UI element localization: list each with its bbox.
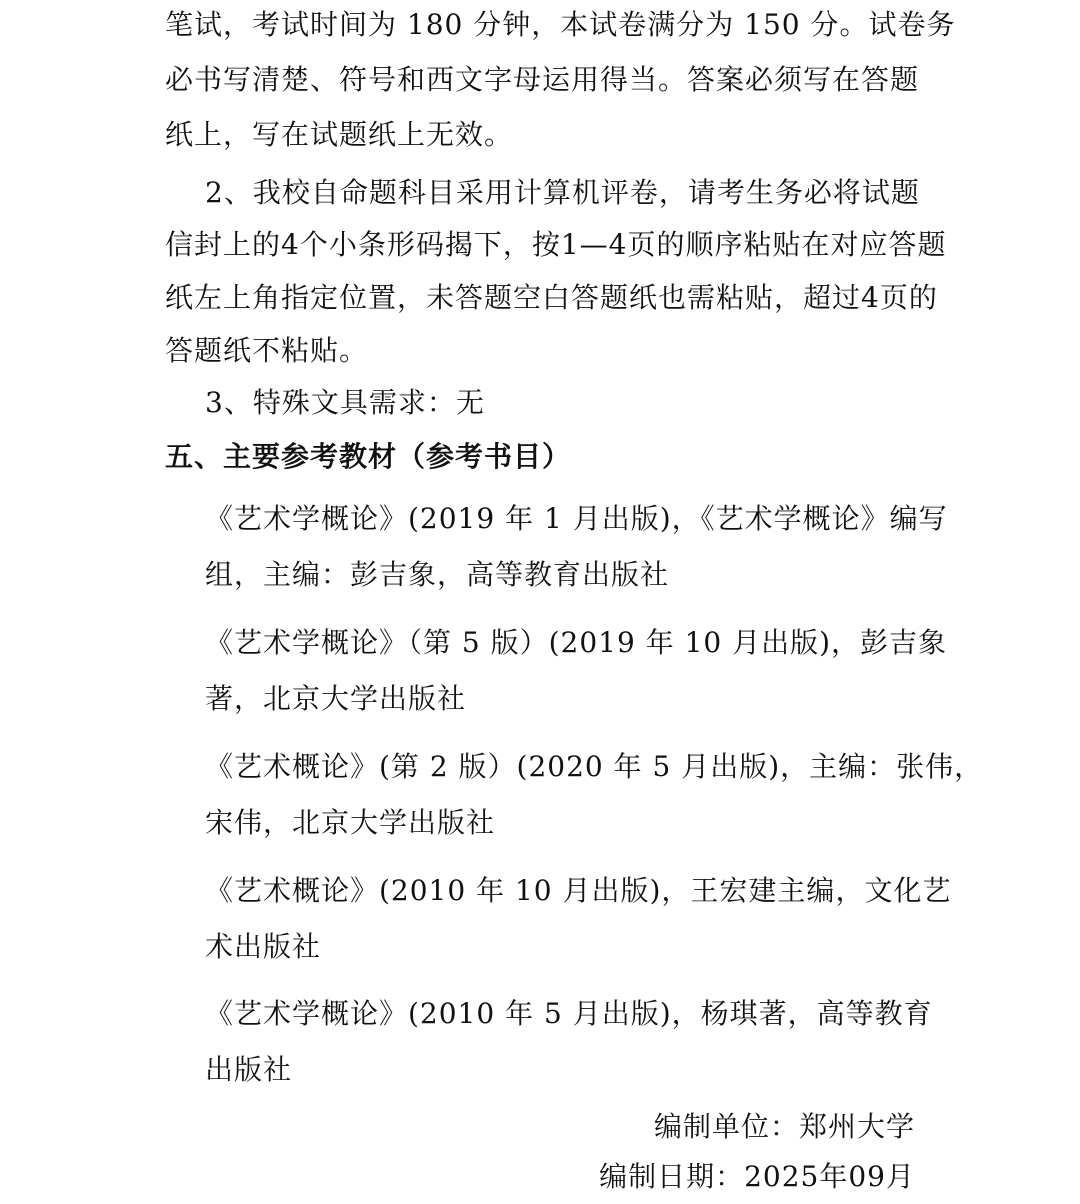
reference-item-1-line1: 《艺术学概论》(2019 年 1 月出版)，《艺术学概论》编写 (205, 502, 948, 535)
reference-item-2-line2: 著，北京大学出版社 (205, 682, 467, 715)
exam-notes-p1-line2: 必书写清楚、符号和西文字母运用得当。答案必须写在答题 (165, 63, 920, 96)
reference-item-5-line1: 《艺术学概论》(2010 年 5 月出版)，杨琪著，高等教育 (205, 997, 933, 1030)
reference-item-4-line2: 术出版社 (205, 930, 322, 963)
reference-item-1-line2: 组，主编：彭吉象，高等教育出版社 (205, 558, 670, 591)
reference-item-4-line1: 《艺术概论》(2010 年 10 月出版)，王宏建主编，文化艺 (205, 874, 952, 907)
reference-item-3-line1: 《艺术概论》(第 2 版）(2020 年 5 月出版)，主编：张伟， (205, 750, 984, 783)
reference-item-2-line1: 《艺术学概论》（第 5 版）(2019 年 10 月出版)，彭吉象 (205, 626, 948, 659)
compiler-unit: 编制单位：郑州大学 (653, 1110, 915, 1143)
exam-notes-p1-line1: 笔试，考试时间为 180 分钟，本试卷满分为 150 分。试卷务 (165, 8, 956, 41)
compile-date: 编制日期：2025年09月 (599, 1160, 915, 1193)
exam-notes-p1-line3: 纸上，写在试题纸上无效。 (165, 118, 514, 151)
exam-notes-p2-line1: 2、我校自命题科目采用计算机评卷，请考生务必将试题 (205, 176, 920, 209)
reference-item-3-line2: 宋伟，北京大学出版社 (205, 806, 496, 839)
exam-notes-p2-line2: 信封上的4个小条形码揭下，按1—4页的顺序粘贴在对应答题 (165, 228, 947, 261)
reference-item-5-line2: 出版社 (205, 1053, 293, 1086)
exam-notes-p3: 3、特殊文具需求：无 (205, 386, 485, 419)
exam-notes-p2-line4: 答题纸不粘贴。 (165, 334, 369, 367)
exam-notes-p2-line3: 纸左上角指定位置，未答题空白答题纸也需粘贴，超过4页的 (165, 281, 938, 314)
references-heading: 五、主要参考教材（参考书目） (165, 440, 572, 473)
